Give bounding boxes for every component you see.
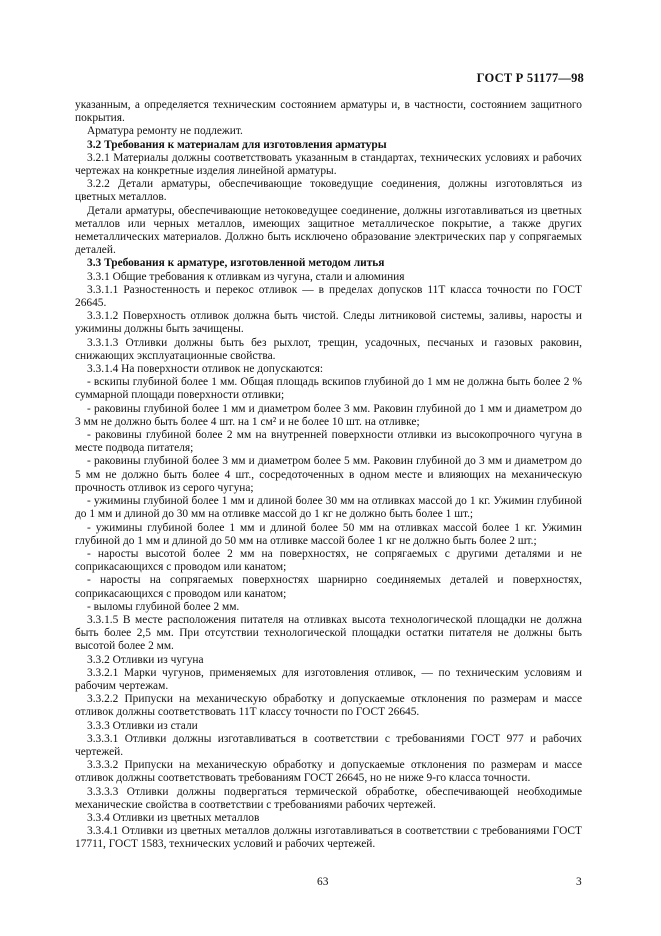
paragraph: Арматура ремонту не подлежит.	[87, 125, 243, 138]
list-item: - раковины глубиной более 1 мм и диаметром более 3 мм. Раковин глубиной до 1 мм и диаметром до 3 мм не должно быть более 4 шт. на 1 см² и не более 10 шт. на отливке;	[75, 402, 582, 428]
paragraph-3-3-1-2: 3.3.1.2 Поверхность отливок должна быть чистой. Следы литниковой системы, заливы, наросты и ужимины должны быть зачищены.	[75, 310, 582, 336]
list-item: - наросты высотой более 2 мм на поверхностях, не сопрягаемых с другими деталями и не соприкасающихся с проводом или канатом;	[75, 547, 582, 574]
list-item: - наросты на сопрягаемых поверхностях шарнирно соединяемых деталей и поверхностях, соприкасающихся с проводом или канатом;	[75, 574, 582, 600]
section-heading-3-3: 3.3 Требования к арматуре, изготовленной методом литья	[87, 257, 385, 270]
paragraph: Детали арматуры, обеспечивающие нетоковедущее соединение, должны изготавливаться из цветных металлов или черных металлов, имеющих защитное металлическое покрытие, а также других неметаллических материалов. Должно быть исключено образование электрических пар у сопрягаемых деталей.	[75, 204, 582, 257]
list-item: - вскипы глубиной более 1 мм. Общая площадь вскипов глубиной до 1 мм не должна быть более 2 % суммарной площади поверхности отливки;	[75, 376, 582, 402]
list-item: - раковины глубиной более 3 мм и диаметром более 5 мм. Раковин глубиной до 3 мм и диаметром до 5 мм не должно быть более 4 шт., сосредоточенных в одном месте и влияющих на механическую прочность отливок из серого чугуна;	[75, 455, 582, 494]
list-item: - раковины глубиной более 2 мм на внутренней поверхности отливки из высокопрочного чугуна в месте подвода питателя;	[75, 429, 582, 455]
paragraph-3-3-3-1: 3.3.3.1 Отливки должны изготавливаться в соответствии с требованиями ГОСТ 977 и рабочих чертежей.	[75, 732, 582, 758]
paragraph-3-3-1-5: 3.3.1.5 В месте расположения питателя на отливках высота технологической площадки не должна быть более 2,5 мм. При отсутствии технологической площадки остатки питателя не должны быть высотой более 2 мм.	[75, 613, 582, 653]
list-item: - ужимины глубиной более 1 мм и длиной более 30 мм на отливках массой до 1 кг. Ужимин глубиной до 1 мм и длиной до 30 мм на отливке массой до 1 кг не должно быть более 1 шт.;	[75, 495, 582, 521]
paragraph-3-3-4: 3.3.4 Отливки из цветных металлов	[87, 811, 260, 824]
paragraph-3-2-1: 3.2.1 Материалы должны соответствовать указанным в стандартах, технических условиях и рабочих чертежах на конкретные изделия линейной арматуры.	[75, 151, 582, 178]
list-item: - выломы глубиной более 2 мм.	[87, 600, 240, 613]
paragraph-3-3-1: 3.3.1 Общие требования к отливкам из чугуна, стали и алюминия	[87, 270, 405, 283]
paragraph-3-3-2-1: 3.3.2.1 Марки чугунов, применяемых для изготовления отливок, — по техническим условиям и рабочим чертежам.	[75, 666, 582, 692]
paragraph-3-3-3-2: 3.3.3.2 Припуски на механическую обработку и допускаемые отклонения по размерам и массе отливок должны соответствовать требованиям ГОСТ 26645, но не ниже 9-го класса точности.	[75, 759, 582, 785]
document-header: ГОСТ Р 51177—98	[476, 71, 584, 85]
paragraph-3-3-2-2: 3.3.2.2 Припуски на механическую обработку и допускаемые отклонения по размерам и массе отливок должны соответствовать 11Т классу точности по ГОСТ 26645.	[75, 693, 582, 719]
document-body	[75, 99, 582, 852]
page-number: 63	[317, 876, 329, 888]
paragraph-3-3-1-4: 3.3.1.4 На поверхности отливок не допускаются:	[87, 363, 323, 376]
sheet-number: 3	[576, 876, 582, 888]
paragraph-3-3-3: 3.3.3 Отливки из стали	[87, 719, 198, 732]
paragraph-continuation: указанным, а определяется техническим состоянием арматуры и, в частности, состоянием защитного покрытия.	[75, 99, 582, 125]
paragraph-3-3-4-1: 3.3.4.1 Отливки из цветных металлов должны изготавливаться в соответствии с требованиями ГОСТ 17711, ГОСТ 1583, технических условий и рабочих чертежей.	[75, 825, 582, 851]
section-heading-3-2: 3.2 Требования к материалам для изготовления арматуры	[87, 138, 387, 151]
paragraph-3-3-2: 3.3.2 Отливки из чугуна	[87, 653, 204, 666]
paragraph-3-3-3-3: 3.3.3.3 Отливки должны подвергаться термической обработке, обеспечивающей необходимые механические свойства в соответствии с требованиями рабочих чертежей.	[75, 785, 582, 811]
paragraph-3-2-2: 3.2.2 Детали арматуры, обеспечивающие токоведущие соединения, должны изготовляться из цветных металлов.	[75, 178, 582, 204]
list-item: - ужимины глубиной более 1 мм и длиной более 50 мм на отливках массой более 1 кг. Ужимин глубиной до 1 мм и длиной до 50 мм на отливке массой более 1 кг не должно быть более 2 шт.;	[75, 521, 582, 547]
paragraph-3-3-1-3: 3.3.1.3 Отливки должны быть без рыхлот, трещин, усадочных, песчаных и газовых раковин, снижающих эксплуатационные свойства.	[75, 336, 582, 362]
paragraph-3-3-1-1: 3.3.1.1 Разностенность и перекос отливок — в пределах допусков 11Т класса точности по ГОСТ 26645.	[75, 283, 582, 310]
